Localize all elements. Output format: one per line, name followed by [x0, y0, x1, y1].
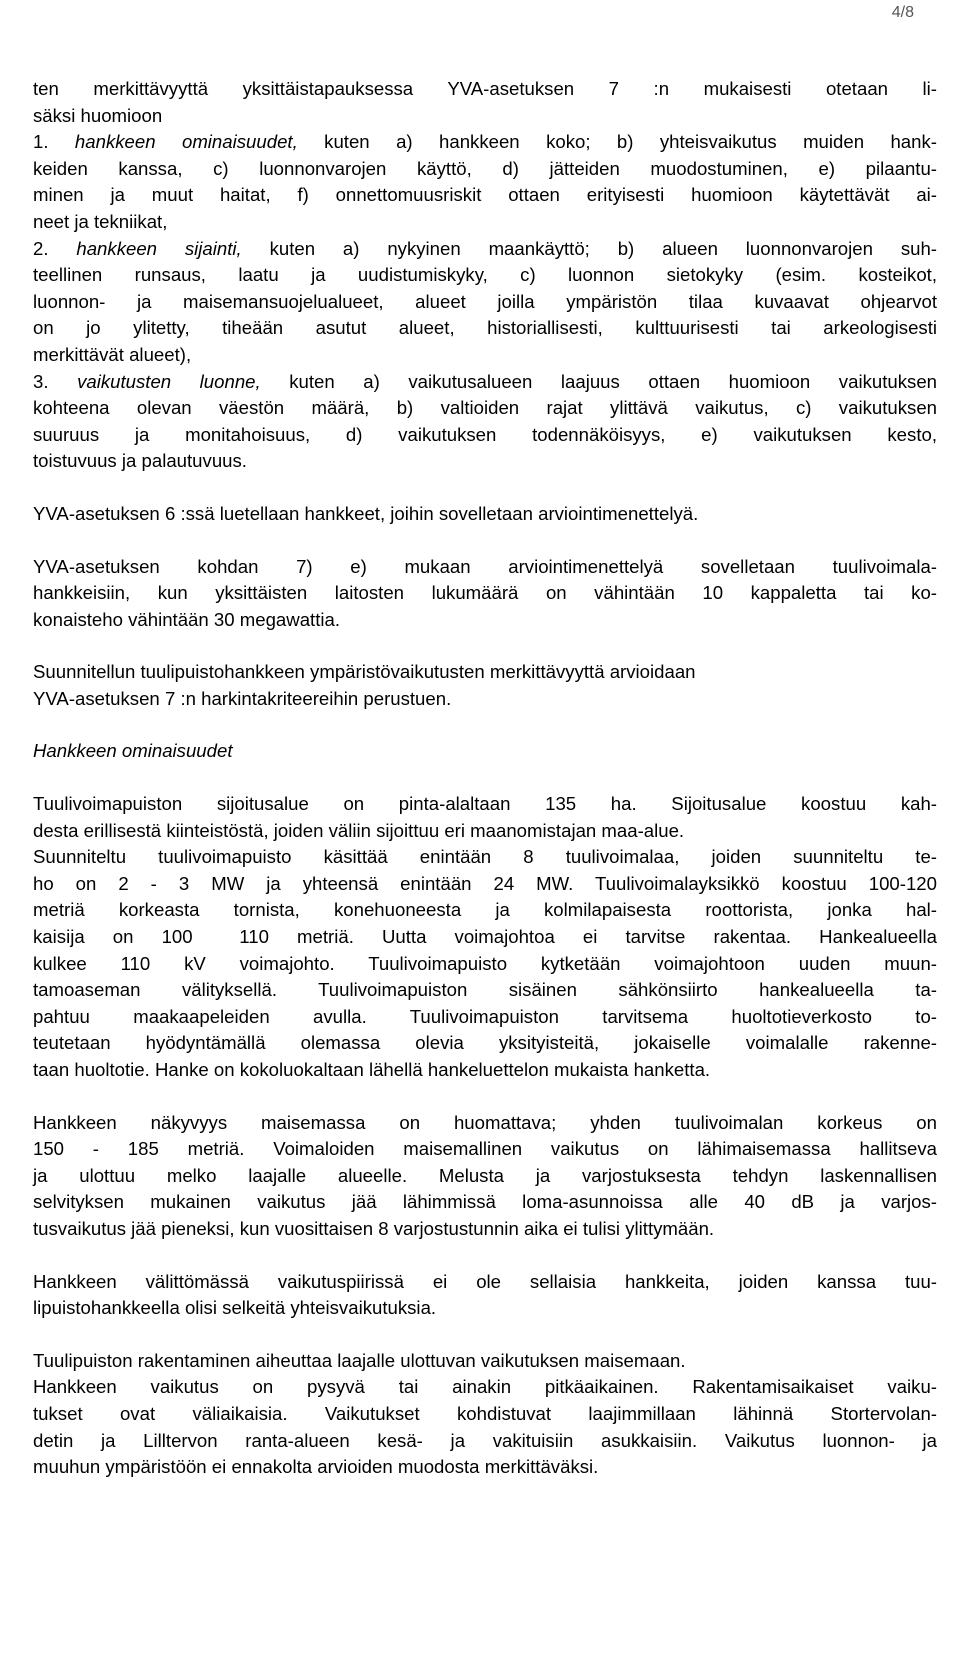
text-line — [33, 129, 937, 156]
text-line: tusvaikutus jää pieneksi, kun vuosittaisen 8 varjostustunnin aika ei tulisi ylittymään. — [33, 1217, 715, 1239]
text-line: kaisija on 100 110 metriä. Uutta voimajohtoa ei tarvitse rakentaa. Hankealueella — [33, 926, 937, 948]
text-line: merkittävät alueet), — [33, 343, 192, 365]
text-line: Tuulivoimapuiston sijoitusalue on pinta-alaltaan 135 ha. Sijoitusalue koostuu kah- — [33, 793, 937, 815]
text-line: tukset ovat väliaikaisia. Vaikutukset kohdistuvat laajimmillaan lähinnä Stortervolan- — [33, 1402, 937, 1424]
text-line: YVA-asetuksen 7 :n harkintakriteereihin perustuen. — [33, 687, 452, 709]
paragraph-yva-6 — [33, 501, 937, 528]
item-text: kuten a) hankkeen koko; b) yhteisvaikutus muiden hank- — [297, 131, 937, 153]
text-line: Hankkeen vaikutus on pysyvä tai ainakin pitkäaikainen. Rakentamisaikaiset vaiku- — [33, 1376, 937, 1398]
text-line: selvityksen mukainen vaikutus jää lähimmissä loma-asunnoissa alle 40 dB ja varjos- — [33, 1191, 937, 1213]
document-body — [33, 76, 937, 1481]
text-line — [33, 236, 937, 263]
text-line: minen ja muut haitat, f) onnettomuusriskit ottaen erityisesti huomioon käytettävät ai- — [33, 184, 937, 206]
text-line: teellinen runsaus, laatu ja uudistumiskyky, c) luonnon sietokyky (esim. kosteikot, — [33, 264, 937, 286]
item-number: 1. — [33, 131, 75, 153]
text-line: YVA-asetuksen 6 :ssä luetellaan hankkeet, joihin sovelletaan arviointimenettelyä. — [33, 502, 699, 524]
text-line: luonnon- ja maisemansuojelualueet, alueet joilla ympäristön tilaa kuvaavat ohjearvot — [33, 290, 937, 312]
text-line: metriä korkeasta tornista, konehuoneesta ja kolmilapaisesta roottorista, jonka hal- — [33, 899, 937, 921]
text-line: Suunniteltu tuulivoimapuisto käsittää enintään 8 tuulivoimalaa, joiden suunniteltu te- — [33, 846, 937, 868]
item-term: vaikutusten luonne, — [77, 370, 261, 392]
text-line: muuhun ympäristöön ei ennakolta arvioiden muodosta merkittäväksi. — [33, 1456, 599, 1478]
text-line: ja ulottuu melko laajalle alueelle. Melusta ja varjostuksesta tehdyn laskennallisen — [33, 1164, 937, 1186]
text-line: detin ja Lilltervon ranta-alueen kesä- ja vakituisiin asukkaisiin. Vaikutus luonnon- ja — [33, 1429, 937, 1451]
item-term: hankkeen sijainti, — [76, 237, 242, 259]
paragraph-yva-7e — [33, 554, 937, 634]
paragraph-features — [33, 791, 937, 1084]
criteria-item-3 — [33, 369, 937, 475]
text-line: on jo ylitetty, tiheään asutut alueet, historiallisesti, kulttuurisesti tai arkeologisesti — [33, 317, 937, 339]
text-line: säksi huomioon — [33, 104, 163, 126]
criteria-item-1 — [33, 129, 937, 235]
text-line — [33, 369, 937, 396]
text-line: Hankkeen välittömässä vaikutuspiirissä ei ole sellaisia hankkeita, joiden kanssa tuu- — [33, 1270, 937, 1292]
text-line: taan huoltotie. Hanke on kokoluokaltaan lähellä hankeluettelon mukaista hanketta. — [33, 1059, 711, 1080]
text-line: ten merkittävyyttä yksittäistapauksessa YVA-asetuksen 7 :n mukaisesti otetaan li- — [33, 78, 937, 99]
text-line: Hankkeen näkyvyys maisemassa on huomattava; yhden tuulivoimalan korkeus on — [33, 1111, 937, 1133]
text-line: Tuulipuiston rakentaminen aiheuttaa laajalle ulottuvan vaikutuksen maisemaan. — [33, 1349, 686, 1371]
text-line: hankkeisiin, kun yksittäisten laitosten lukumäärä on vähintään 10 kappaletta tai ko- — [33, 582, 937, 604]
text-line: desta erillisestä kiinteistöstä, joiden väliin sijoittuu eri maanomistajan maa-alue. — [33, 819, 685, 841]
paragraph-assessment — [33, 659, 937, 712]
text-line: pahtuu maakaapeleiden avulla. Tuulivoimapuiston tarvitsema huoltotieverkosto to- — [33, 1005, 937, 1027]
text-line: teutetaan hyödyntämällä olemassa olevia yksityisteitä, jokaiselle voimalalle rakenne- — [33, 1032, 937, 1054]
item-term: hankkeen ominaisuudet, — [74, 131, 298, 153]
criteria-item-2 — [33, 236, 937, 369]
section-heading: Hankkeen ominaisuudet — [33, 740, 233, 762]
text-line: 150 - 185 metriä. Voimaloiden maisemallinen vaikutus on lähimaisemassa hallitseva — [33, 1138, 937, 1160]
paragraph-construction — [33, 1348, 937, 1481]
paragraph-cumulative — [33, 1269, 937, 1322]
item-text: kuten a) vaikutusalueen laajuus ottaen huomioon vaikutuksen — [260, 370, 937, 392]
item-number: 2. — [33, 237, 77, 259]
text-line: kulkee 110 kV voimajohto. Tuulivoimapuisto kytketään voimajohtoon uuden muun- — [33, 952, 937, 974]
text-line: ho on 2 - 3 MW ja yhteensä enintään 24 MW. Tuulivoimalayksikkö koostuu 100-120 — [33, 872, 937, 894]
text-line: Suunnitellun tuulipuistohankkeen ympäristövaikutusten merkittävyyttä arvioidaan — [33, 661, 696, 683]
text-line: neet ja tekniikat, — [33, 210, 168, 232]
text-line: YVA-asetuksen kohdan 7) e) mukaan arviointimenettelyä sovelletaan tuulivoimala- — [33, 555, 937, 577]
text-line: suuruus ja monitahoisuus, d) vaikutuksen todennäköisyys, e) vaikutuksen kesto, — [33, 423, 937, 445]
text-line: konaisteho vähintään 30 megawattia. — [33, 608, 341, 630]
item-text: kuten a) nykyinen maankäyttö; b) alueen luonnonvarojen suh- — [241, 237, 937, 259]
text-line: toistuvuus ja palautuvuus. — [33, 450, 247, 472]
text-line: keiden kanssa, c) luonnonvarojen käyttö, d) jätteiden muodostuminen, e) pilaantu- — [33, 157, 937, 179]
item-number: 3. — [33, 370, 78, 392]
text-line: kohteena olevan väestön määrä, b) valtioiden rajat ylittävä vaikutus, c) vaikutuksen — [33, 397, 937, 419]
text-line: tamoaseman välityksellä. Tuulivoimapuiston sisäinen sähkönsiirto hankealueella ta- — [33, 979, 937, 1001]
paragraph-visibility — [33, 1110, 937, 1243]
intro-paragraph — [33, 76, 937, 129]
page-number: 4/8 — [891, 4, 914, 21]
text-line: lipuistohankkeella olisi selkeitä yhteisvaikutuksia. — [33, 1297, 437, 1319]
